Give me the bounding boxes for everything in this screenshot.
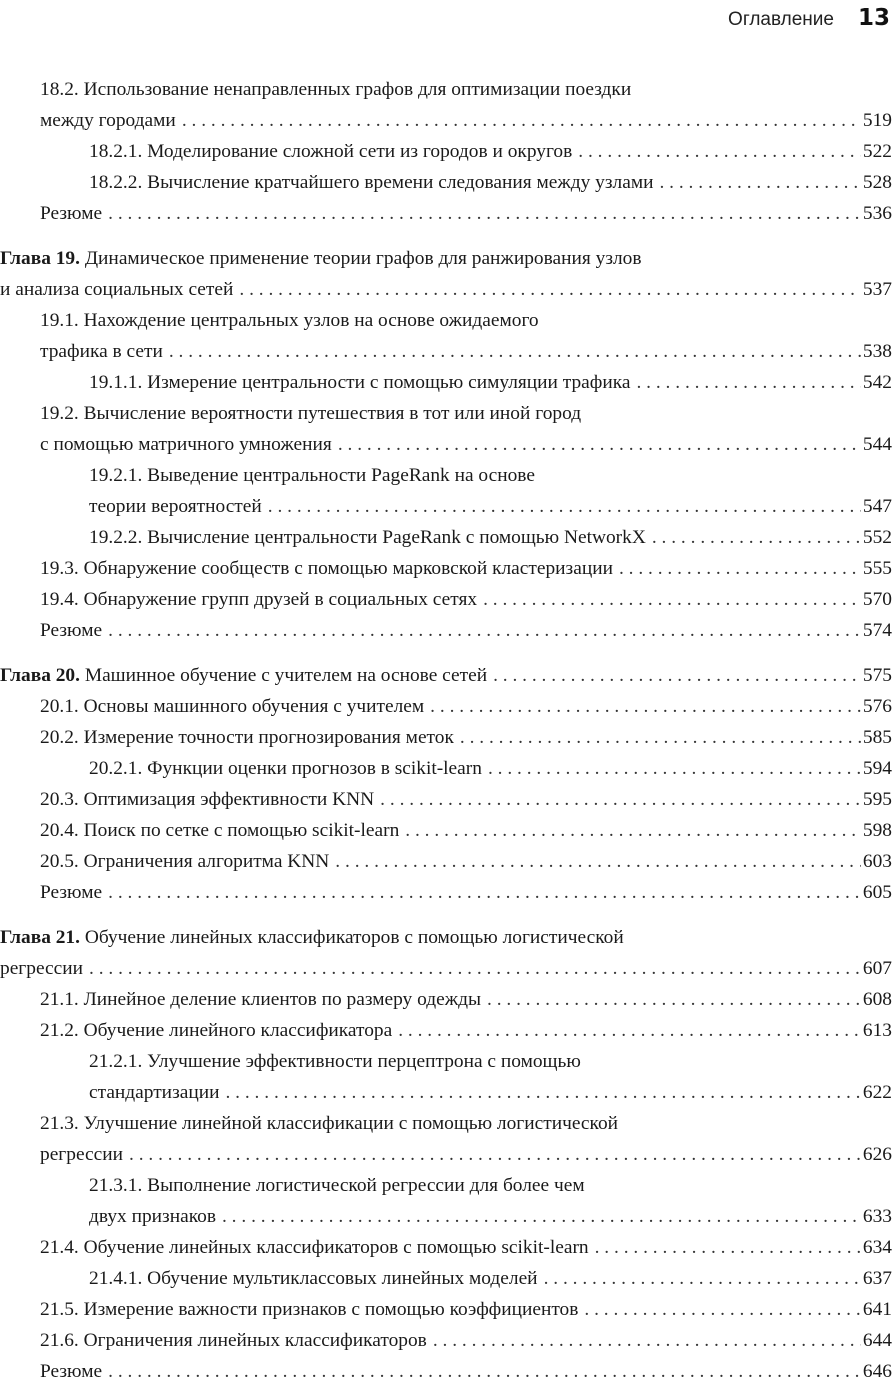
toc-entry-title: 18.2. Использование ненаправленных графов для оптимизации поездки [40, 79, 632, 100]
toc-entry-title: 20.1. Основы машинного обучения с учителем [40, 696, 425, 717]
toc-entry-title: 21.2.1. Улучшение эффективности перцептрона с помощью [89, 1051, 581, 1072]
toc-entry[interactable] [0, 1108, 892, 1170]
chapter-label: Глава 20. [0, 665, 80, 686]
toc-entry[interactable] [0, 1170, 892, 1232]
dot-leader [460, 722, 861, 753]
toc-entry[interactable] [0, 1356, 892, 1387]
toc-entry[interactable] [0, 1294, 892, 1325]
toc-entry-title-line [40, 305, 892, 336]
toc-entry[interactable] [0, 460, 892, 522]
toc-entry-title: 19.1.1. Измерение центральности с помощью симуляции трафика [89, 372, 631, 393]
dot-leader [659, 167, 860, 198]
dot-leader [619, 553, 861, 584]
toc-entry-title: 21.1. Линейное деление клиентов по размеру одежды [40, 989, 481, 1010]
toc-entry-title: между городами [40, 110, 176, 131]
toc-entry-title: 18.2.2. Вычисление кратчайшего времени следования между узлами [89, 172, 654, 193]
toc-entry-title: трафика в сети [40, 341, 163, 362]
toc-entry-title: регрессии [40, 1144, 124, 1165]
dot-leader [595, 1232, 861, 1263]
toc-page-number: 576 [862, 696, 892, 717]
dot-leader [108, 615, 861, 646]
dot-leader [405, 815, 861, 846]
toc-entry[interactable] [0, 691, 892, 722]
toc-entry-title: 19.1. Нахождение центральных узлов на основе ожидаемого [40, 310, 539, 331]
toc-page-number: 644 [862, 1330, 892, 1351]
toc-page-number: 607 [862, 958, 892, 979]
running-header [728, 5, 890, 31]
toc-entry-title: теории вероятностей [89, 496, 262, 517]
toc-entry[interactable] [0, 846, 892, 877]
toc-page-number: 547 [862, 496, 892, 517]
page-number: 13 [857, 5, 890, 31]
toc-entry-title: 20.5. Ограничения алгоритма KNN [40, 851, 330, 872]
dot-leader [430, 691, 861, 722]
running-header-title: Оглавление [728, 9, 834, 30]
toc-page-number: 603 [862, 851, 892, 872]
toc-entry-title-line [89, 1046, 892, 1077]
toc-entry-title-line [89, 460, 892, 491]
toc-entry[interactable] [0, 722, 892, 753]
toc-entry[interactable] [0, 1263, 892, 1294]
toc-entry[interactable] [0, 167, 892, 198]
toc-page-number: 626 [862, 1144, 892, 1165]
toc-entry-title-line [0, 243, 892, 274]
dot-leader [584, 1294, 861, 1325]
toc-entry-title: 20.3. Оптимизация эффективности KNN [40, 789, 375, 810]
dot-leader [578, 136, 861, 167]
toc-page-number: 528 [862, 172, 892, 193]
toc-entry[interactable] [0, 553, 892, 584]
toc-page-number: 519 [862, 110, 892, 131]
toc-page-number: 536 [862, 203, 892, 224]
toc-page-number: 637 [862, 1268, 892, 1289]
dot-leader [89, 953, 861, 984]
toc-page-number: 555 [862, 558, 892, 579]
dot-leader [108, 877, 861, 908]
toc-page-number: 575 [862, 665, 892, 686]
toc-entry-title: и анализа социальных сетей [0, 279, 234, 300]
toc-entry-title: двух признаков [89, 1206, 216, 1227]
toc-entry-title: 21.3. Улучшение линейной классификации с помощью логистической [40, 1113, 619, 1134]
toc-entry-title-line [40, 398, 892, 429]
toc-page-number: 594 [862, 758, 892, 779]
dot-leader [636, 367, 860, 398]
toc-entry[interactable] [0, 522, 892, 553]
toc-entry[interactable] [0, 584, 892, 615]
toc-entry-title: 18.2.1. Моделирование сложной сети из городов и округов [89, 141, 573, 162]
toc-page-number: 537 [862, 279, 892, 300]
dot-leader [487, 984, 861, 1015]
toc-entry[interactable] [0, 398, 892, 460]
toc-entry-title-line [40, 74, 892, 105]
dot-leader [488, 753, 861, 784]
toc-entry[interactable] [0, 984, 892, 1015]
toc-entry-title: 21.2. Обучение линейного классификатора [40, 1020, 393, 1041]
toc-chapter-entry[interactable] [0, 660, 892, 691]
dot-leader [222, 1201, 861, 1232]
toc-entry[interactable] [0, 784, 892, 815]
toc-page-number: 646 [862, 1361, 892, 1382]
dot-leader [652, 522, 861, 553]
dot-leader [108, 198, 861, 229]
dot-leader [544, 1263, 861, 1294]
toc-entry-title-line [0, 922, 892, 953]
toc-entry-title: Динамическое применение теории графов для ранжирования узлов [79, 248, 642, 269]
dot-leader [182, 105, 861, 136]
toc-entry-title: 19.2.2. Вычисление центральности PageRank с помощью NetworkX [89, 527, 646, 548]
toc-entry-title-line [40, 1108, 892, 1139]
toc-page-number: 633 [862, 1206, 892, 1227]
toc-entry[interactable] [0, 1232, 892, 1263]
toc-page-number: 608 [862, 989, 892, 1010]
toc-entry[interactable] [0, 1015, 892, 1046]
toc-entry[interactable] [0, 815, 892, 846]
toc-entry-title: с помощью матричного умножения [40, 434, 332, 455]
table-of-contents [0, 74, 892, 1387]
toc-page-number: 542 [862, 372, 892, 393]
toc-page-number: 570 [862, 589, 892, 610]
dot-leader [239, 274, 861, 305]
toc-entry-title: 21.3.1. Выполнение логистической регрессии для более чем [89, 1175, 585, 1196]
toc-entry-title: Резюме [40, 620, 103, 641]
toc-entry-title-line [89, 1170, 892, 1201]
toc-entry-title: 20.2.1. Функции оценки прогнозов в scikit-learn [89, 758, 482, 779]
chapter-label: Глава 21. [0, 927, 80, 948]
toc-page-number: 605 [862, 882, 892, 903]
toc-entry[interactable] [0, 1046, 892, 1108]
toc-entry[interactable] [0, 74, 892, 136]
toc-page-number: 522 [862, 141, 892, 162]
toc-entry-title: 20.2. Измерение точности прогнозирования меток [40, 727, 454, 748]
dot-leader [483, 584, 861, 615]
toc-entry-title: 21.5. Измерение важности признаков с помощью коэффициентов [40, 1299, 579, 1320]
toc-entry-title: Резюме [40, 203, 103, 224]
toc-entry[interactable] [0, 198, 892, 229]
toc-entry-title: 21.4. Обучение линейных классификаторов с помощью scikit-learn [40, 1237, 589, 1258]
dot-leader [225, 1077, 860, 1108]
toc-page-number: 634 [862, 1237, 892, 1258]
toc-entry-title: Резюме [40, 882, 103, 903]
dot-leader [268, 491, 861, 522]
dot-leader [380, 784, 861, 815]
toc-entry-title: Обучение линейных классификаторов с помощью логистической [79, 927, 624, 948]
toc-chapter-entry[interactable] [0, 243, 892, 305]
chapter-label: Глава 19. [0, 248, 80, 269]
dot-leader [129, 1139, 861, 1170]
toc-entry[interactable] [0, 877, 892, 908]
toc-entry[interactable] [0, 1325, 892, 1356]
dot-leader [398, 1015, 861, 1046]
toc-page-number: 613 [862, 1020, 892, 1041]
toc-entry[interactable] [0, 305, 892, 367]
dot-leader [493, 660, 861, 691]
toc-page-number: 595 [862, 789, 892, 810]
toc-page-number: 598 [862, 820, 892, 841]
dot-leader [335, 846, 861, 877]
toc-entry[interactable] [0, 367, 892, 398]
toc-chapter-entry[interactable] [0, 922, 892, 984]
dot-leader [169, 336, 861, 367]
toc-entry-title: Резюме [40, 1361, 103, 1382]
dot-leader [108, 1356, 861, 1387]
toc-entry-title: стандартизации [89, 1082, 220, 1103]
toc-entry-title: 19.2.1. Выведение центральности PageRank на основе [89, 465, 535, 486]
toc-page-number: 641 [862, 1299, 892, 1320]
toc-entry[interactable] [0, 753, 892, 784]
dot-leader [338, 429, 861, 460]
toc-page-number: 538 [862, 341, 892, 362]
toc-entry-title: 19.3. Обнаружение сообществ с помощью марковской кластеризации [40, 558, 613, 579]
toc-entry-title: Машинное обучение с учителем на основе сетей [79, 665, 488, 686]
dot-leader [433, 1325, 861, 1356]
toc-page-number: 622 [862, 1082, 892, 1103]
toc-page-number: 585 [862, 727, 892, 748]
toc-entry-title: 21.6. Ограничения линейных классификаторов [40, 1330, 427, 1351]
toc-entry-title: 20.4. Поиск по сетке с помощью scikit-learn [40, 820, 400, 841]
toc-entry-title: регрессии [0, 958, 84, 979]
toc-entry[interactable] [0, 136, 892, 167]
toc-entry-title: 21.4.1. Обучение мультиклассовых линейных моделей [89, 1268, 538, 1289]
toc-entry-title: 19.2. Вычисление вероятности путешествия в тот или иной город [40, 403, 582, 424]
toc-entry[interactable] [0, 615, 892, 646]
toc-page-number: 574 [862, 620, 892, 641]
toc-entry-title: 19.4. Обнаружение групп друзей в социальных сетях [40, 589, 478, 610]
toc-page-number: 552 [862, 527, 892, 548]
toc-page-number: 544 [862, 434, 892, 455]
